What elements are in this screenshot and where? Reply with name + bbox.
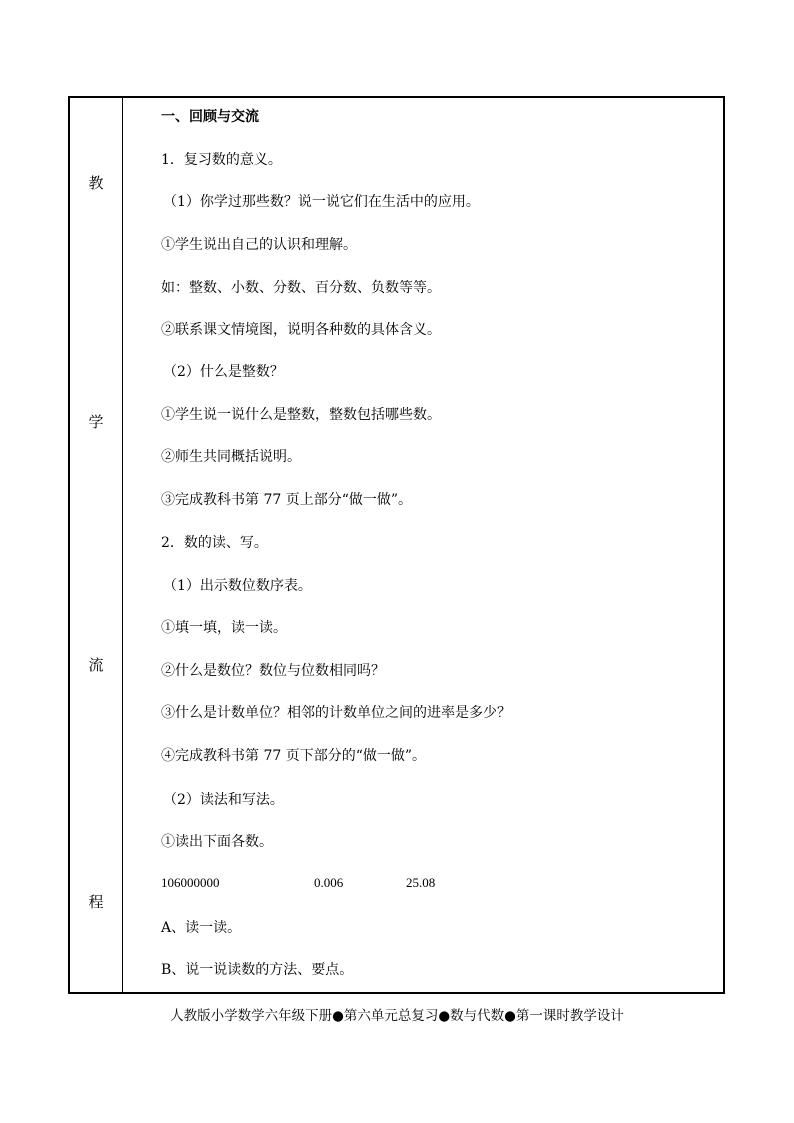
content-line: （1）出示数位数序表。 bbox=[163, 578, 312, 594]
content-line: ②联系课文情境图，说明各种数的具体含义。 bbox=[161, 322, 441, 338]
content-line: ①填一填，读一读。 bbox=[161, 620, 287, 636]
content-line: ③完成教科书第 77 页上部分“做一做”。 bbox=[161, 492, 413, 508]
content-line: ②什么是数位？数位与位数相同吗？ bbox=[161, 663, 385, 679]
content-line: ①读出下面各数。 bbox=[161, 834, 273, 850]
content-line: B、说一说读数的方法、要点。 bbox=[161, 962, 354, 978]
content-line: ④完成教科书第 77 页下部分的“做一做”。 bbox=[161, 748, 427, 764]
page-footer: 人教版小学数学六年级下册●第六单元总复习●数与代数●第一课时教学设计 bbox=[170, 1008, 624, 1024]
side-label-cheng: 程 bbox=[88, 893, 104, 911]
content-line: A、读一读。 bbox=[161, 920, 242, 936]
column-divider bbox=[122, 97, 123, 993]
content-line: ①学生说一说什么是整数，整数包括哪些数。 bbox=[161, 407, 441, 423]
content-line: （2）读法和写法。 bbox=[163, 792, 284, 808]
side-label-xue: 学 bbox=[88, 413, 104, 431]
number-1: 106000000 bbox=[161, 875, 220, 890]
side-label-liu: 流 bbox=[88, 656, 104, 674]
content-line: （1）你学过那些数？说一说它们在生活中的应用。 bbox=[163, 194, 480, 210]
content-line: ①学生说出自己的认识和理解。 bbox=[161, 237, 357, 253]
section-title: 一、回顾与交流 bbox=[161, 109, 259, 125]
content-line: （2）什么是整数？ bbox=[163, 364, 284, 380]
number-2: 0.006 bbox=[314, 875, 344, 890]
content-line: ②师生共同概括说明。 bbox=[161, 449, 301, 465]
content-line: 2．数的读、写。 bbox=[161, 535, 268, 551]
side-label-jiao: 教 bbox=[88, 174, 104, 192]
content-line: ③什么是计数单位？相邻的计数单位之间的进率是多少？ bbox=[161, 705, 511, 721]
number-3: 25.08 bbox=[406, 875, 436, 890]
content-line: 如：整数、小数、分数、百分数、负数等等。 bbox=[161, 280, 441, 296]
content-line: 1．复习数的意义。 bbox=[161, 152, 282, 168]
